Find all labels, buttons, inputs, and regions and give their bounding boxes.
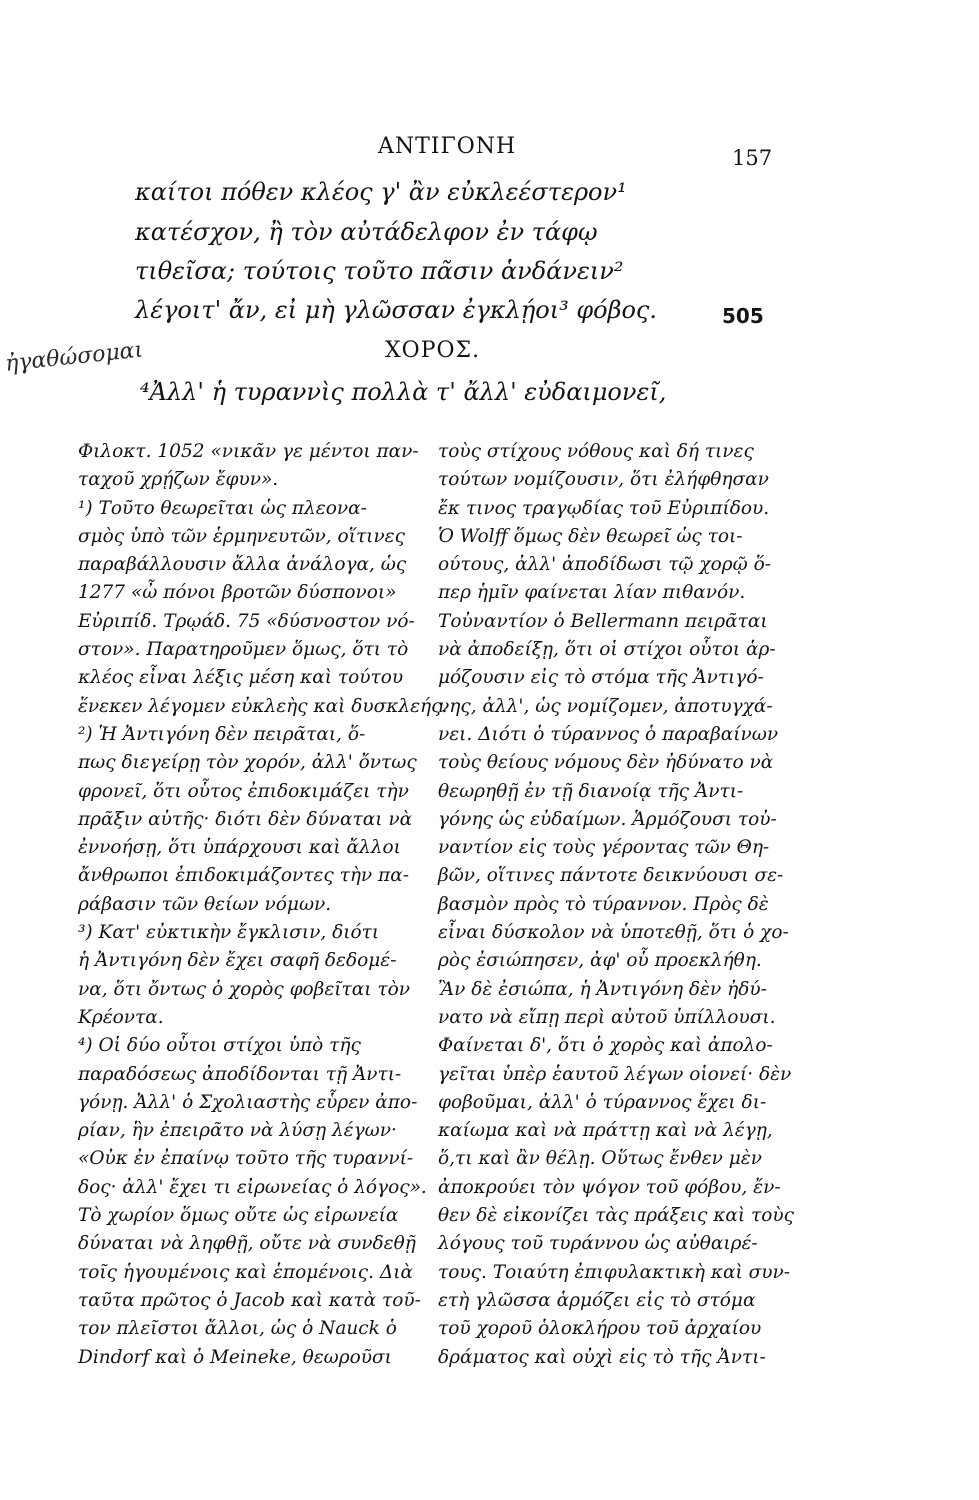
- footnote-line: ὅ,τι καὶ ἂν θέλῃ. Οὕτως ἔνθεν μὲν: [438, 1148, 762, 1170]
- running-title: ΑΝΤΙΓΟΝΗ: [378, 134, 517, 159]
- footnotes-left-column: [78, 438, 448, 1372]
- footnote-line: Τοὐναντίον ὁ Bellermann πειρᾶται: [438, 610, 768, 632]
- footnote-line: μόζουσιν εἰς τὸ στόμα τῆς Ἀντιγό-: [438, 667, 764, 689]
- footnote-line: τοῦ χοροῦ ὁλοκλήρου τοῦ ἀρχαίου: [438, 1318, 762, 1340]
- verse-line: καίτοι πόθεν κλέος γ' ἂν εὐκλεέστερον¹: [135, 178, 627, 206]
- footnote-line: δος· ἀλλ' ἔχει τι εἰρωνείας ὁ λόγος».: [78, 1176, 427, 1198]
- footnote-line: γεῖται ὑπὲρ ἑαυτοῦ λέγων οἱονεί· δὲν: [438, 1063, 792, 1085]
- footnote-line: τοὺς στίχους νόθους καὶ δή τινες: [438, 441, 754, 462]
- footnote-line: δράματος καὶ οὐχὶ εἰς τὸ τῆς Ἀντι-: [438, 1346, 766, 1368]
- verse-line: λέγοιτ' ἄν, εἰ μὴ γλῶσσαν ἐγκλῄοι³ φόβος.: [135, 296, 657, 324]
- footnote-line: δύναται νὰ ληφθῇ, οὔτε νὰ συνδεθῇ: [78, 1233, 416, 1255]
- footnote-line: θεωρηθῇ ἐν τῇ διανοίᾳ τῆς Ἀντι-: [438, 780, 744, 802]
- footnote-line: Κρέοντα.: [78, 1006, 164, 1028]
- footnote-line: βασμὸν πρὸς τὸ τύραννον. Πρὸς δὲ: [438, 893, 769, 915]
- footnote-line: ταχοῦ χρῄζων ἔφυν».: [78, 469, 279, 491]
- verse-line: κατέσχον, ἢ τὸν αὐτάδελφον ἐν τάφῳ: [135, 218, 598, 246]
- footnote-line: Τὸ χωρίον ὅμως οὔτε ὡς εἰρωνεία: [78, 1205, 399, 1227]
- footnote-line: τούτων νομίζουσιν, ὅτι ἐλήφθησαν: [438, 469, 769, 491]
- chorus-heading: ΧΟΡΟΣ.: [385, 338, 481, 363]
- footnote-line: νει. Διότι ὁ τύραννος ὁ παραβαίνων: [438, 723, 779, 745]
- footnote-line: θεν δὲ εἰκονίζει τὰς πράξεις καὶ τοὺς: [438, 1205, 795, 1227]
- footnote-line: Εὐριπίδ. Τρῳάδ. 75 «δύσνοστον νό-: [78, 610, 415, 632]
- footnote-line: ἔκ τινος τραγῳδίας τοῦ Εὐριπίδου.: [438, 497, 770, 519]
- footnote-line: Φιλοκτ. 1052 «νικᾶν γε μέντοι παν-: [78, 441, 419, 462]
- footnote-line: ούτους, ἀλλ' ἀποδίδωσι τῷ χορῷ ὅ-: [438, 554, 771, 576]
- footnote-line: ⁴) Οἱ δύο οὗτοι στίχοι ὑπὸ τῆς: [78, 1035, 361, 1057]
- chorus-verse: ⁴Ἀλλ' ἡ τυραννὶς πολλὰ τ' ἄλλ' εὐδαιμονεῖ,: [140, 378, 667, 406]
- footnote-line: σμὸς ὑπὸ τῶν ἑρμηνευτῶν, οἵτινες: [78, 525, 405, 547]
- footnote-line: ταῦτα πρῶτος ὁ Jacob καὶ κατὰ τοῦ-: [78, 1289, 421, 1311]
- footnote-line: ράβασιν τῶν θείων νόμων.: [78, 893, 332, 915]
- footnote-line: καίωμα καὶ νὰ πράττῃ καὶ νὰ λέγῃ,: [438, 1120, 773, 1142]
- footnote-line: ρίαν, ἣν ἐπειρᾶτο νὰ λύσῃ λέγων·: [78, 1120, 397, 1142]
- footnote-line: ἕνεκεν λέγομεν εὐκλεὴς καὶ δυσκλεής.: [78, 695, 448, 717]
- footnotes-right-column: [438, 438, 795, 1372]
- footnote-line: βῶν, οἵτινες πάντοτε δεικνύουσι σε-: [438, 865, 784, 887]
- footnote-line: νὰ ἀποδείξῃ, ὅτι οἱ στίχοι οὗτοι ἁρ-: [438, 639, 776, 661]
- handwritten-margin-note: ἠγαθώσομαι: [4, 337, 145, 377]
- footnote-line: περ ἡμῖν φαίνεται λίαν πιθανόν.: [438, 582, 746, 604]
- footnote-line: ἡ Ἀντιγόνη δὲν ἔχει σαφῆ δεδομέ-: [78, 950, 397, 972]
- footnote-line: φοβοῦμαι, ἀλλ' ὁ τύραννος ἔχει δι-: [438, 1091, 767, 1113]
- footnote-line: τοῖς ἡγουμένοις καὶ ἑπομένοις. Διὰ: [78, 1261, 414, 1283]
- footnote-line: νατο νὰ εἴπῃ περὶ αὐτοῦ ὑπίλλουσι.: [438, 1006, 776, 1028]
- footnote-line: ναντίον εἰς τοὺς γέροντας τῶν Θη-: [438, 837, 770, 859]
- footnote-line: πρᾶξιν αὐτῆς· διότι δὲν δύναται νὰ: [78, 808, 413, 830]
- footnote-line: στον». Παρατηροῦμεν ὅμως, ὅτι τὸ: [78, 639, 409, 661]
- footnote-line: πως διεγείρῃ τὸν χορόν, ἀλλ' ὄντως: [78, 752, 417, 774]
- footnote-line: ἀποκρούει τὸν ψόγον τοῦ φόβου, ἔν-: [438, 1176, 781, 1198]
- footnote-line: τον πλεῖστοι ἄλλοι, ὡς ὁ Nauck ὁ: [78, 1318, 397, 1340]
- footnote-line: κλέος εἶναι λέξις μέση καὶ τούτου: [78, 667, 404, 689]
- footnote-line: παραβάλλουσιν ἄλλα ἀνάλογα, ὡς: [78, 554, 407, 576]
- footnote-line: τοὺς θείους νόμους δὲν ἠδύνατο νὰ: [438, 752, 774, 774]
- footnote-line: παραδόσεως ἀποδίδονται τῇ Ἀντι-: [78, 1063, 402, 1085]
- footnote-line: Ὁ Wolff ὅμως δὲν θεωρεῖ ὡς τοι-: [438, 525, 743, 547]
- footnote-line: ἄνθρωποι ἐπιδοκιμάζοντες τὴν πα-: [78, 865, 409, 887]
- footnote-line: ρὸς ἐσιώπησεν, ἀφ' οὗ προεκλήθη.: [438, 950, 762, 972]
- footnote-line: «Οὐκ ἐν ἐπαίνῳ τοῦτο τῆς τυραννί-: [78, 1148, 414, 1170]
- footnote-line: φρονεῖ, ὅτι οὗτος ἐπιδοκιμάζει τὴν: [78, 780, 409, 802]
- footnote-line: ²) Ἡ Ἀντιγόνη δὲν πειρᾶται, ὅ-: [78, 723, 366, 745]
- footnote-line: να, ὅτι ὄντως ὁ χορὸς φοβεῖται τὸν: [78, 978, 411, 1000]
- footnote-line: γόνῃ. Ἀλλ' ὁ Σχολιαστὴς εὗρεν ἀπο-: [78, 1091, 418, 1113]
- footnote-line: Φαίνεται δ', ὅτι ὁ χορὸς καὶ ἀπολο-: [438, 1035, 773, 1057]
- footnote-line: Ἂν δὲ ἐσιώπα, ἡ Ἀντιγόνη δὲν ἠδύ-: [438, 978, 767, 1000]
- footnote-line: ετὴ γλῶσσα ἁρμόζει εἰς τὸ στόμα: [438, 1289, 756, 1311]
- footnote-line: ³) Κατ' εὐκτικὴν ἔγκλισιν, διότι: [78, 922, 380, 944]
- footnote-line: γόνης ὡς εὐδαίμων. Ἁρμόζουσι τοὐ-: [438, 808, 777, 830]
- footnote-line: τους. Τοιαύτη ἐπιφυλακτικὴ καὶ συν-: [438, 1261, 791, 1283]
- page-number: 157: [732, 146, 773, 170]
- footnote-line: Dindorf καὶ ὁ Meineke, θεωροῦσι: [78, 1346, 392, 1368]
- verse-line: τιθεῖσα; τούτοις τοῦτο πᾶσιν ἁνδάνειν²: [135, 257, 624, 285]
- footnote-line: λόγους τοῦ τυράννου ὡς αὐθαιρέ-: [438, 1233, 758, 1255]
- line-number: 505: [722, 304, 764, 328]
- footnote-line: νης, ἀλλ', ὡς νομίζομεν, ἀποτυγχά-: [438, 695, 773, 717]
- footnote-line: ¹) Τοῦτο θεωρεῖται ὡς πλεονα-: [78, 497, 367, 519]
- footnote-line: εἶναι δύσκολον νὰ ὑποτεθῇ, ὅτι ὁ χο-: [438, 922, 789, 944]
- footnote-line: ἐννοήσῃ, ὅτι ὑπάρχουσι καὶ ἄλλοι: [78, 837, 401, 859]
- footnote-line: 1277 «ὦ πόνοι βροτῶν δύσπονοι»: [78, 582, 397, 604]
